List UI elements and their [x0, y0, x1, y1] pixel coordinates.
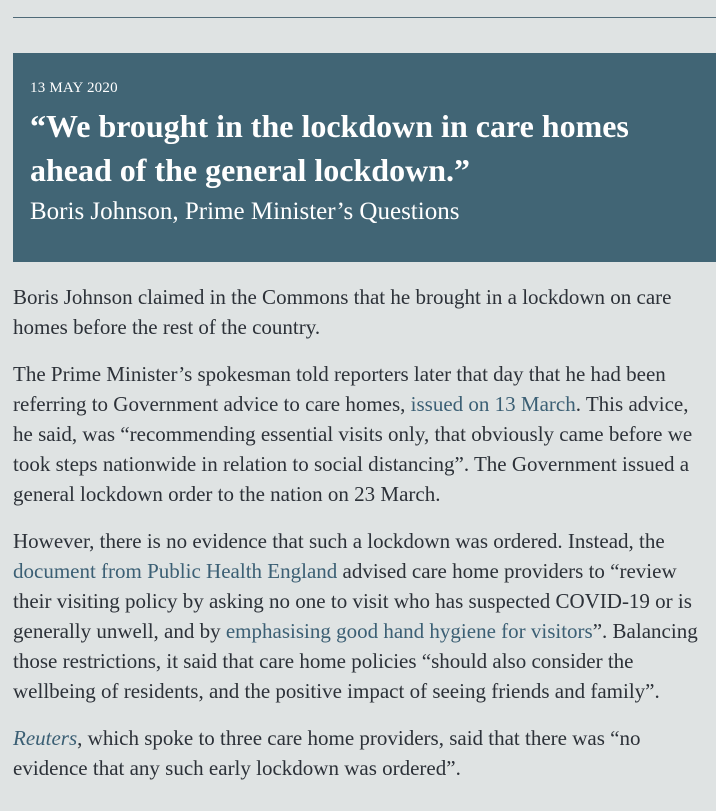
paragraph-line: Boris Johnson claimed in the Commons that he brought in a lockdown on care — [13, 285, 672, 309]
paragraph-line — [13, 616, 716, 646]
paragraph-line: wellbeing of residents, and the positive impact of seeing friends and family”. — [13, 679, 660, 703]
paragraph-line: those restrictions, it said that care home policies “should also consider the — [13, 649, 634, 673]
claim-quote-line: ahead of the general lockdown.” — [30, 152, 470, 188]
paragraph-line: their visiting policy by asking no one to visit who has suspected COVID-19 or is — [13, 589, 692, 613]
paragraph-line: took steps nationwide in relation to social distancing”. The Government issued a — [13, 452, 690, 476]
paragraph-line: However, there is no evidence that such a lockdown was ordered. Instead, the — [13, 529, 665, 553]
claim-quote-line: “We brought in the lockdown in care homes — [30, 108, 629, 144]
paragraph-3 — [13, 526, 716, 706]
paragraph-line: homes before the rest of the country. — [13, 315, 321, 339]
paragraph-line — [13, 723, 716, 753]
paragraph-2 — [13, 359, 716, 509]
claim-date: 13 MAY 2020 — [30, 80, 118, 96]
paragraph-4 — [13, 723, 716, 783]
text-segment: , which spoke to three care home providers, said that there was “no — [77, 726, 641, 750]
paragraph-line: evidence that any such early lockdown was ordered”. — [13, 756, 461, 780]
claim-source: Boris Johnson, Prime Minister’s Questions — [30, 198, 460, 225]
hand-hygiene-link[interactable]: emphasising good hand hygiene for visitors — [225, 619, 593, 643]
top-divider — [13, 17, 716, 18]
paragraph-line — [13, 556, 716, 586]
claim-quote — [30, 104, 716, 192]
text-segment: . This advice, — [575, 392, 689, 416]
text-segment: referring to Government advice to care homes, — [13, 392, 411, 416]
reuters-link[interactable]: Reuters — [13, 726, 78, 750]
issued-on-13-march-link[interactable]: issued on 13 March — [410, 392, 576, 416]
phe-document-link[interactable]: document from Public Health England — [13, 559, 338, 583]
paragraph-line — [13, 389, 716, 419]
paragraph-1 — [13, 282, 716, 342]
paragraph-line: general lockdown order to the nation on 23 March. — [13, 482, 441, 506]
claim-card — [13, 53, 716, 262]
paragraph-line: he said, was “recommending essential visits only, that obviously came before we — [13, 422, 693, 446]
article-body — [13, 282, 716, 800]
paragraph-line: The Prime Minister’s spokesman told reporters later that day that he had been — [13, 362, 666, 386]
text-segment: ”. Balancing — [592, 619, 698, 643]
text-segment: advised care home providers to “review — [337, 559, 677, 583]
text-segment: generally unwell, and by — [13, 619, 226, 643]
